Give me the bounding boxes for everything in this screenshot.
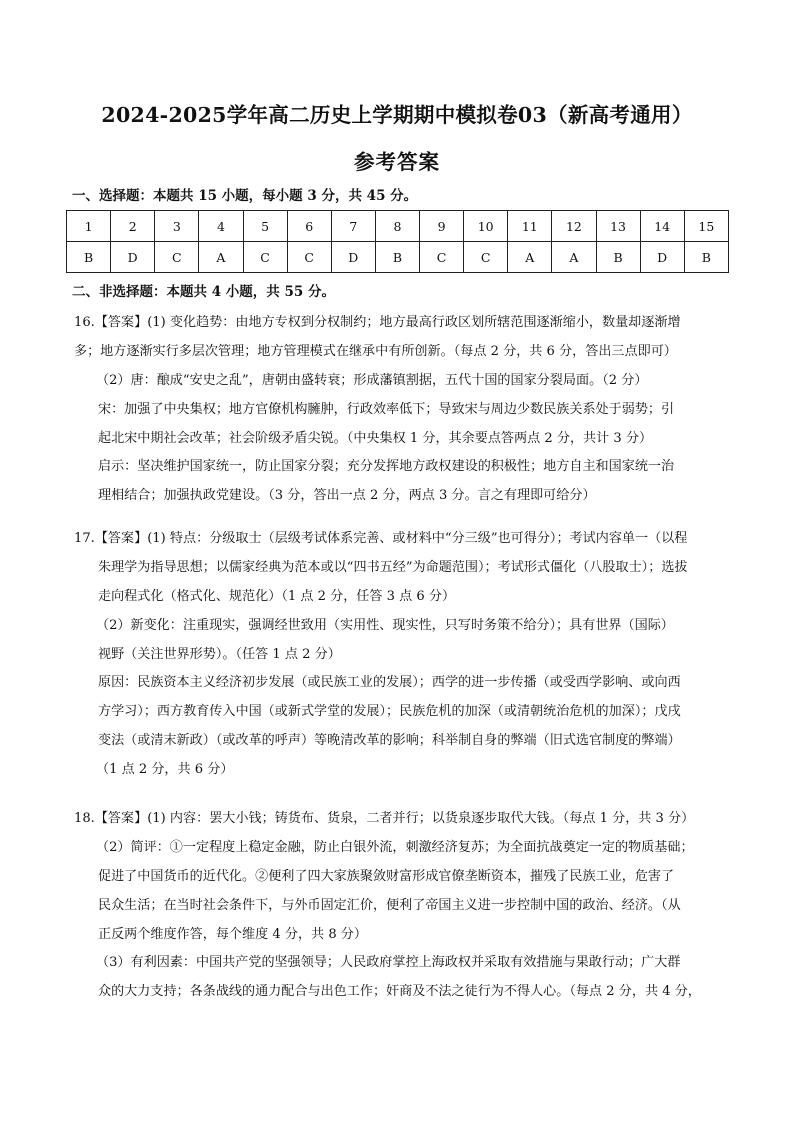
question-16-answer (74, 309, 730, 511)
answer-cell: D (640, 242, 684, 273)
answer-line: 起北宋中期社会改革；社会阶级矛盾尖锐。（中央集权 1 分，其余要点答两点 2 分，共计 3 分） (98, 430, 653, 446)
page-title: 2024-2025学年高二历史上学期期中模拟卷03（新高考通用） (101, 103, 693, 127)
answer-table-answer-row (67, 242, 729, 273)
answer-cell: C (287, 242, 331, 273)
answer-table-number-row (67, 211, 729, 242)
answer-cell: C (243, 242, 287, 273)
answer-cell: C (155, 242, 199, 273)
page-subtitle: 参考答案 (354, 150, 440, 174)
answer-line: （1 点 2 分，共 6 分） (96, 762, 234, 778)
answer-line: 理相结合；加强执政党建设。（3 分，答出一点 2 分，两点 3 分。言之有理即可给分） (98, 488, 596, 504)
part1-heading: 一、选择题：本题共 15 小题，每小题 3 分，共 45 分。 (72, 188, 418, 204)
answer-cell: A (508, 242, 552, 273)
question-number-cell: 11 (508, 211, 552, 242)
answer-table (66, 210, 729, 273)
answer-cell: C (420, 242, 464, 273)
answer-line: （2）新变化：注重现实，强调经世致用（实用性、现实性，只写时务策不给分）；具有世界（国际） (96, 617, 674, 633)
answer-line: 朱理学为指导思想；以儒家经典为范本或以“四书五经”为命题范围）；考试形式僵化（八股取士）；选拔 (98, 559, 688, 575)
answer-line: 多；地方逐渐实行多层次管理；地方管理模式在继承中有所创新。（每点 2 分，共 6 分，答出三点即可） (74, 343, 677, 359)
answer-line: 变法（或清末新政）（或改革的呼声）等晚清改革的影响；科举制自身的弊端（旧式选官制度的弊端） (98, 733, 681, 749)
question-number-cell: 8 (375, 211, 419, 242)
answer-line: 17.【答案】(1) 特点：分级取士（层级考试体系完善、或材料中“分三级”也可得分）；考试内容单一（以程 (74, 531, 688, 546)
answer-cell: D (331, 242, 375, 273)
question-number-cell: 4 (199, 211, 243, 242)
answer-cell: A (552, 242, 596, 273)
question-17-answer (74, 525, 730, 785)
answer-line: 16.【答案】(1) 变化趋势：由地方专权到分权制约；地方最高行政区划所辖范围逐渐缩小，数量却逐渐增 (74, 315, 681, 330)
answer-line: 众的大力支持；各条战线的通力配合与出色工作；奸商及不法之徒行为不得人心。（每点 2 分，共 4 分， (98, 984, 701, 1000)
answer-line: （3）有利因素：中国共产党的坚强领导；人民政府掌控上海政权并采取有效措施与果敢行动；广大群 (96, 955, 681, 971)
answer-cell: A (199, 242, 243, 273)
question-number-cell: 1 (67, 211, 111, 242)
question-number-cell: 15 (684, 211, 728, 242)
question-number-cell: 7 (331, 211, 375, 242)
question-number-cell: 14 (640, 211, 684, 242)
answer-cell: C (464, 242, 508, 273)
question-number-cell: 9 (420, 211, 464, 242)
answer-cell: B (684, 242, 728, 273)
question-number-cell: 5 (243, 211, 287, 242)
question-number-cell: 10 (464, 211, 508, 242)
question-number-cell: 6 (287, 211, 331, 242)
part2-heading: 二、非选择题：本题共 4 小题，共 55 分。 (72, 284, 335, 300)
answer-line: 18.【答案】(1) 内容：罢大小钱；铸货布、货泉，二者并行；以货泉逐步取代大钱。（每点 1 分，共 3 分） (74, 811, 695, 826)
answer-line: 民众生活；在当时社会条件下，与外币固定汇价，便利了帝国主义进一步控制中国的政治、经济。（从 (98, 897, 681, 913)
answer-line: 视野（关注世界形势）。（任答 1 点 2 分） (98, 646, 341, 662)
answer-line: （2）简评：①一定程度上稳定金融，防止白银外流，刺激经济复苏；为全面抗战奠定一定的物质基础； (96, 839, 694, 855)
answer-line: 正反两个维度作答，每个维度 4 分，共 8 分） (98, 926, 367, 942)
answer-cell: B (67, 242, 111, 273)
answer-line: 走向程式化（格式化、规范化）（1 点 2 分，任答 3 点 6 分） (98, 588, 456, 604)
question-number-cell: 13 (596, 211, 640, 242)
question-number-cell: 12 (552, 211, 596, 242)
answer-line: 方学习）；西方教育传入中国（或新式学堂的发展）；民族危机的加深（或清朝统治危机的加深）；戊戌 (98, 704, 681, 720)
answer-line: （2）唐：酿成“安史之乱”，唐朝由盛转衰；形成藩镇割据，五代十国的国家分裂局面。（2 分） (96, 372, 648, 388)
answer-line: 原因：民族资本主义经济初步发展（或民族工业的发展）；西学的进一步传播（或受西学影响、或向西 (98, 675, 681, 691)
answer-cell: D (111, 242, 155, 273)
answer-line: 启示：坚决维护国家统一，防止国家分裂；充分发挥地方政权建设的积极性；地方自主和国家统一治 (98, 459, 675, 475)
answer-line: 促进了中国货币的近代化。②便利了四大家族聚敛财富形成官僚垄断资本，摧残了民族工业，危害了 (98, 868, 675, 884)
question-number-cell: 2 (111, 211, 155, 242)
question-number-cell: 3 (155, 211, 199, 242)
answer-cell: B (375, 242, 419, 273)
question-18-answer (74, 805, 730, 1007)
answer-line: 宋：加强了中央集权；地方官僚机构臃肿，行政效率低下；导致宋与周边少数民族关系处于弱势；引 (98, 401, 675, 417)
answer-cell: B (596, 242, 640, 273)
